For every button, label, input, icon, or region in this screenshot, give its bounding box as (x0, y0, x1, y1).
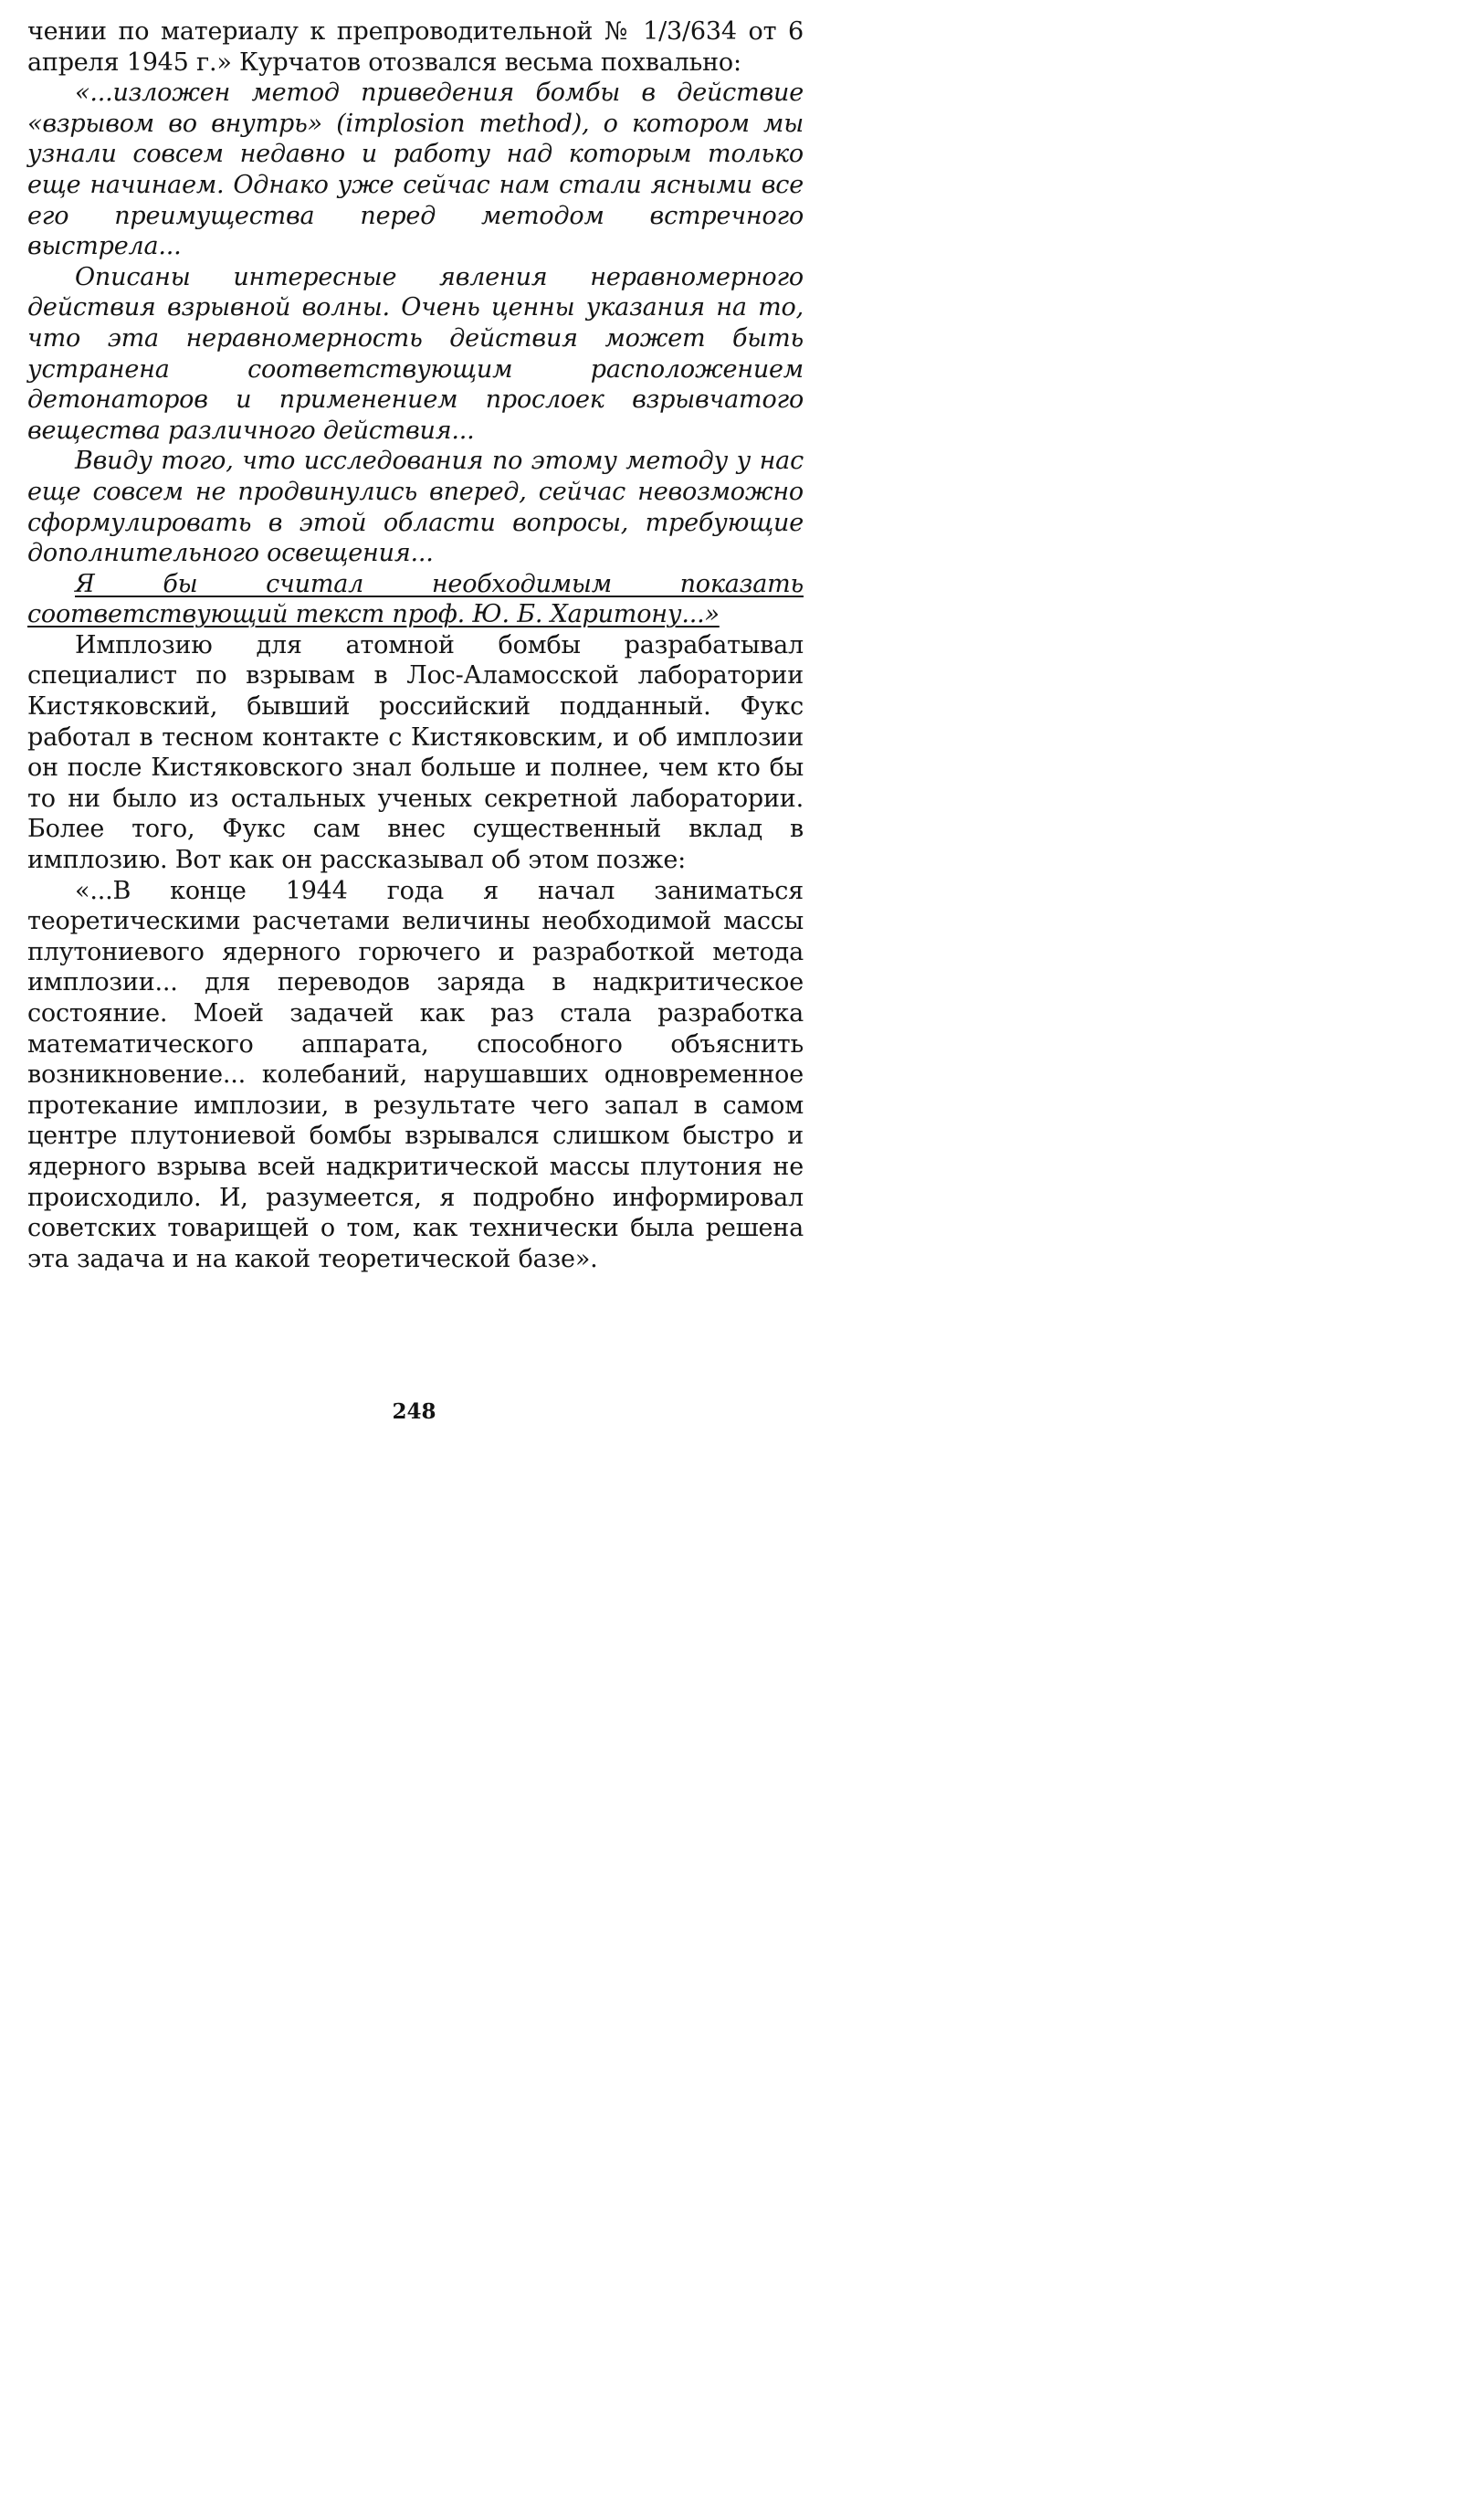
quote-paragraph-blast-wave: Описаны интересные явления неравномерного действия взрывной волны. Очень ценны указания на то, что эта неравномерность действия может быть устранена соответствующим расположением детонаторов и применением прослоек взрывчатого вещества различного действия... (27, 262, 804, 445)
paragraph-continuation: чении по материалу к препроводительной № 1/3/634 от 6 апреля 1945 г.» Курчатов отозвался весьма похвально: (27, 17, 804, 77)
book-page (0, 0, 828, 1434)
quote-paragraph-research-status: Ввиду того, что исследования по этому методу у нас еще совсем не продвинулись вперед, сейчас невозможно сформулировать в этой области вопросы, требующие дополнительного освещения... (27, 447, 804, 568)
quote-paragraph-implosion-method: «...изложен метод приведения бомбы в действие «взрывом во внутрь» (implosion method), о котором мы узнали совсем недавно и работу над которым только еще начинаем. Однако уже сейчас нам стали ясными все его преимущества перед методом встречного выстрела... (27, 79, 804, 261)
paragraph-kistiakowsky: Имплозию для атомной бомбы разрабатывал специалист по взрывам в Лос-Аламосской лаборатории Кистяковский, бывший российский подданный. Фукс работал в тесном контакте с Кистяковским, и об имплозии он после Кистяковского знал больше и полнее, чем кто бы то ни было из остальных ученых секретной лаборатории. Более того, Фукс сам внес существенный вклад в имплозию. Вот как он рассказывал об этом позже: (27, 630, 804, 875)
text-column (27, 16, 804, 1274)
quote-paragraph-fuchs: «...В конце 1944 года я начал заниматься теоретическими расчетами величины необходимой массы плутониевого ядерного горючего и разработкой метода имплозии... для переводов заряда в надкритическое состояние. Моей задачей как раз стала разработка математического аппарата, способного объяснить возникновение... колебаний, нарушавших одновременное протекание имплозии, в результате чего запал в самом центре плутониевой бомбы взрывался слишком быстро и ядерного взрыва всей надкритической массы плутония не происходило. И, разумеется, я подробно информировал советских товарищей о том, как технически была решена эта задача и на какой теоретической базе». (27, 876, 804, 1273)
quote-paragraph-khariton: Я бы считал необходимым показать соответствующий текст проф. Ю. Б. Харитону...» (27, 569, 804, 629)
page-number: 248 (392, 1399, 436, 1424)
